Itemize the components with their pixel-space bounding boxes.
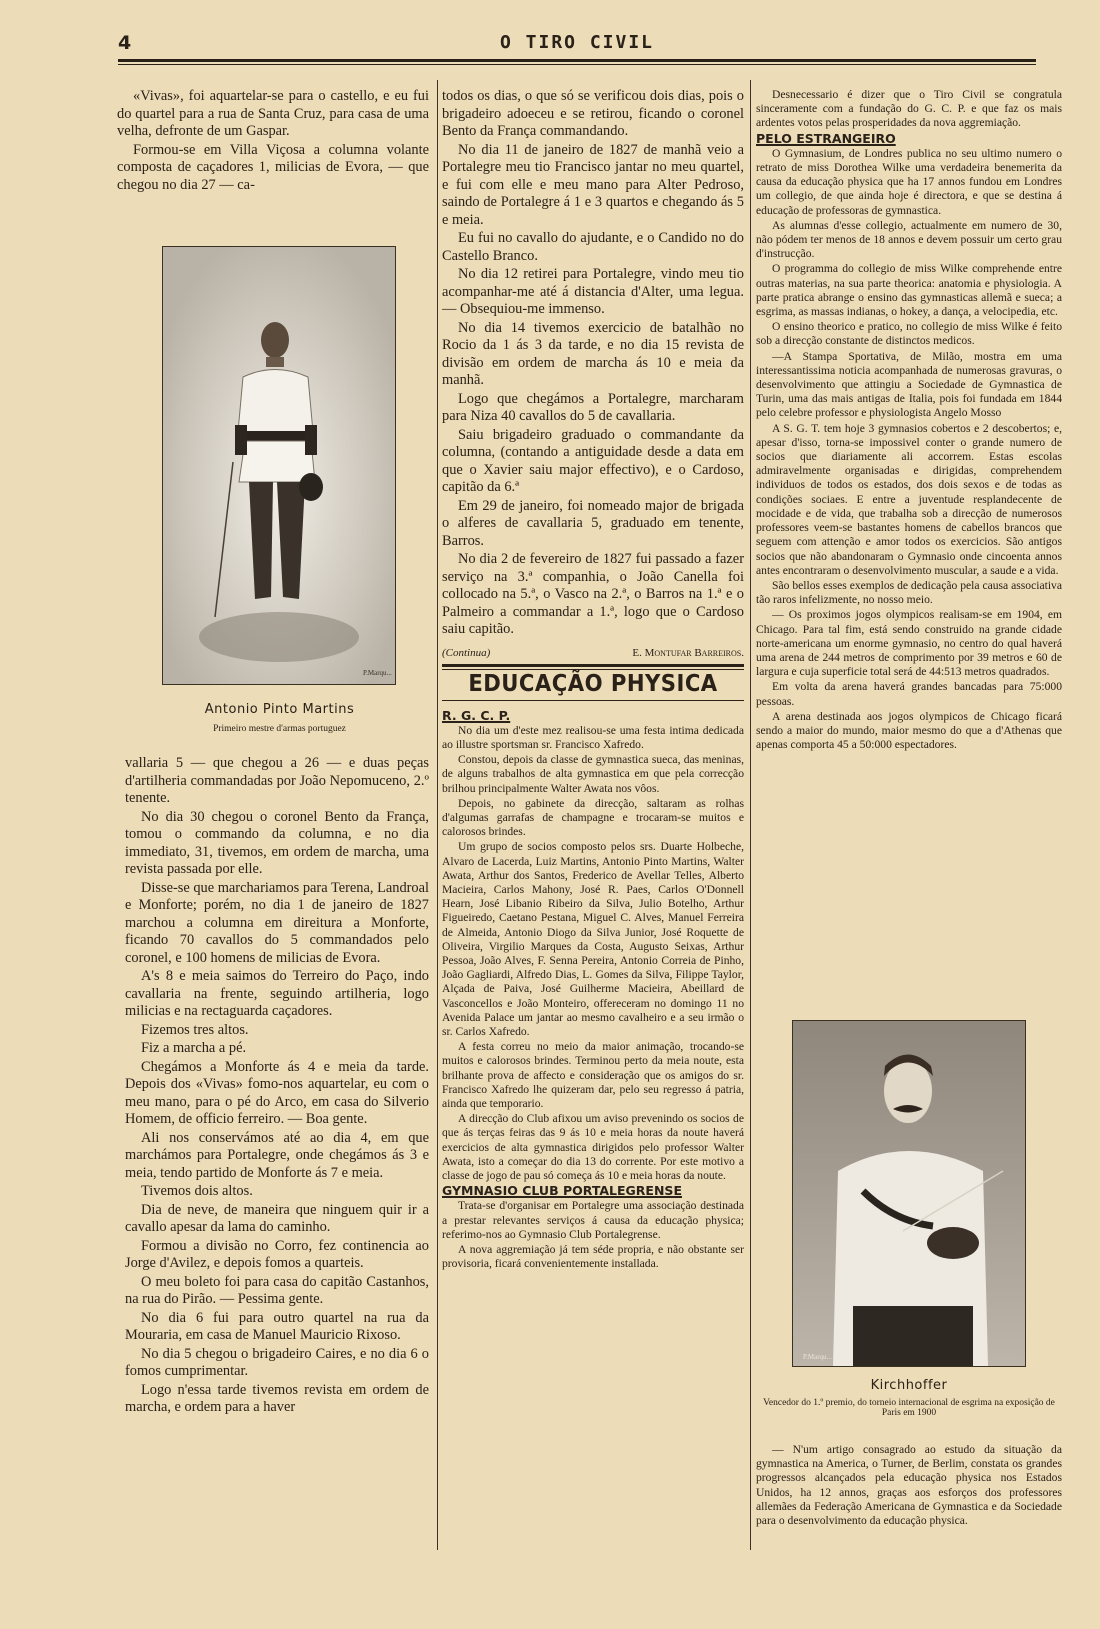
paragraph: No dia 12 retirei para Portalegre, vindo meu tio acompanhar-me até á distancia d'Alter, uma legua. — Obsequiou-me immenso.: [442, 266, 744, 317]
photo-caption-name: Antonio Pinto Martins: [204, 702, 355, 717]
paragraph: São bellos esses exemplos de dedicação pela causa associativa tão raros infelizmente, no nosso meio.: [756, 578, 1062, 607]
paragraph: vallaria 5 — que chegou a 26 — e duas peças d'artilheria commandadas por João Nepomuceno, 2.º tenente.: [125, 755, 429, 806]
paragraph: O meu boleto foi para casa do capitão Castanhos, na rua do Pirão. — Pessima gente.: [125, 1273, 429, 1307]
col2-body: [442, 88, 744, 1272]
paragraph: Fizemos tres altos.: [141, 1021, 249, 1038]
col3-bottom: [756, 1443, 1062, 1529]
paragraph: Logo que chegámos a Portalegre, marcharam para Niza 40 cavallos do 5 de cavallaria.: [442, 390, 744, 424]
paragraph: A festa correu no meio da maior animação, trocando-se muitos e calorosos brindes. Terminou perto da meia noute, esta brilhante prova de affecto e consideração que os amigos do sr. Francisco Xafredo lhe quizeram dar, pelo seu regresso á patria, ainda que temporario.: [442, 1040, 744, 1110]
header-rule-thin: [118, 64, 1036, 65]
paragraph: Desnecessario é dizer que o Tiro Civil se congratula sinceramente com a fundação do G. C. P. e que faz os mais ardentes votos pelas prosperidades da nova aggremiação.: [756, 88, 1062, 130]
paragraph: No dia 30 chegou o coronel Bento da França, tomou o commando da columna, e no dia immediato, 31, tivemos, em ordem de marcha, uma revista passada por elle.: [125, 808, 429, 877]
photo-signature: P.Marqu...: [803, 1353, 832, 1361]
paragraph: O ensino theorico e pratico, no collegio de miss Wilke é feito sob a direcção constante de distinctos medicos.: [756, 320, 1062, 348]
paragraph: Em 29 de janeiro, foi nomeado major de brigada o alferes de cavallaria 5, graduado em tenente, Barros.: [442, 497, 744, 549]
paragraph: A direcção do Club afixou um aviso prevenindo os socios de que ás terças feiras das 9 ás 10 e meia horas da noute haverá exercicios de alta gymnastica dirigidos pelo professor Walter Awata, isto a começar do dia 13 do corrente. Por este motivo a classe de jogo de pau só começa ás 10 e meia horas da noute.: [442, 1112, 744, 1182]
paragraph: — Os proximos jogos olympicos realisam-se em 1904, em Chicago. Para tal fim, está sendo construido na grande cidade norte-americana um enorme gymnasio, no centro do qual haverá uma arena de 244 metros de comprimento por 39 metros e 60 de largura e cuja superficie total será de 44:513 metros quadrados.: [756, 608, 1062, 679]
page-number: 4: [118, 32, 132, 54]
paragraph: Trata-se d'organisar em Portalegre uma associação destinada a prestar relevantes serviços á causa da educação physica; referimo-nos ao Gymnasio Club Portalegrense.: [442, 1199, 744, 1241]
col1-body: [125, 755, 429, 1418]
section-rule: [442, 664, 744, 670]
paragraph: Formou-se em Villa Viçosa a columna volante composta de caçadores 1, milicias de Evora, — que chegou no dia 27 — ca-: [117, 141, 429, 193]
col1-top-text: [117, 88, 429, 195]
paragraph: No dia 5 chegou o brigadeiro Caires, e no dia 6 o fomos cumprimentar.: [125, 1345, 429, 1379]
paragraph: Em volta da arena haverá grandes bancadas para 75:000 pessoas.: [756, 680, 1062, 708]
portrait-kirchhoffer: [792, 1020, 1026, 1367]
column-divider-1: [437, 80, 438, 1550]
paragraph: —A Stampa Sportativa, de Milão, mostra em uma interessantissima noticia acompanhada de numerosas gravuras, o desenvolvimento que attingiu a Sociedade de Gymnastica de Turin, uma das mais antigas de Italia, pois foi fundada em 1844 pelo celebre professor e physiologista Angelo Mosso: [756, 349, 1062, 420]
photo-signature: P.Marqu...: [363, 669, 392, 677]
paragraph: Um grupo de socios composto pelos srs. Duarte Holbeche, Alvaro de Lacerda, Luiz Martins, Antonio Pinto Martins, Walter Awata, Arthur dos Santos, Frederico de Avellar Telles, Alberto Macieira, Carlos Mahony, José R. Paes, Carlos O'Donnell Hearn, José Libanio Ribeiro da Silva, Julio Botelho, Arthur Figueiredo, Caetano Pestana, Miguel C. Alves, Manuel Ferreira de Almeida, Antonio Diogo da Silva Junior, José Roquette de Oliveira, Virgilio Marques da Costa, Augusto Seixas, Arthur Pessoa, João Alves, F. Senna Pereira, Antonio Correia de Pinho, João Gagliardi, Alfredo Dias, L. Gomes da Silva, Filippe Taylor, Alçada de Paiva, José Guilherme Macieira, Abeillard de Vasconcellos e João Monteiro, offereceram no domingo 11 no Avenida Palace um jantar ao mesmo cavalheiro e a seu irmão o sr. Carlos Xafredo.: [442, 840, 744, 1038]
paragraph: No dia um d'este mez realisou-se uma festa intima dedicada ao illustre sportsman sr. Francisco Xafredo.: [442, 723, 744, 751]
paragraph: O programma do collegio de miss Wilke comprehende entre outras materias, na sua parte theorica: anatomia e physiologia. A parte pratica abrange o ensino das gymnasticas allemã e sueca; a esgrima, as massas indianas, o hokey, a dança, a velocipedia, etc.: [756, 262, 1062, 319]
subheading-estrangeiro: PELO ESTRANGEIRO: [756, 130, 896, 146]
paragraph: Ali nos conservámos até ao dia 4, em que marchámos para Portalegre, onde chegámos ás 3 e meia, tendo partido de Monforte ás 7 e meia.: [125, 1129, 429, 1181]
col3-body: [756, 88, 1062, 753]
paragraph: No dia 14 tivemos exercicio de batalhão no Rocio da 1 ás 3 da tarde, e no dia 15 revista de divisão em ordem de marcha ás 10 e meia da manhã.: [442, 319, 744, 388]
paragraph: No dia 11 de janeiro de 1827 de manhã veio a Portalegre meu tio Francisco jantar no meu quartel, e fui com elle e meu mano para Alter Pedroso, saindo de Portalegre á 1 e 3 quartos e chegando ás 5 e meia.: [442, 141, 744, 228]
paragraph: Dia de neve, de maneira que ninguem quir ir a cavallo apesar da lama do caminho.: [125, 1201, 429, 1235]
paragraph: O Gymnasium, de Londres publica no seu ultimo numero o retrato de miss Dorothea Wilke uma verdadeira benemerita da causa da educação physica que ha 17 annos fundou em Londres um collegio, de que ainda hoje é directora, e que se destina á educação de professoras de gymnastica.: [756, 146, 1062, 217]
page-header: [118, 32, 1036, 72]
paragraph: — N'um artigo consagrado ao estudo da situação da gymnastica na America, o Turner, de Berlim, constata os grandes progressos alcançados pela educação physica nos Estados Unidos, ha 12 annos, graças aos esforços dos professores allemães da Federação Americana de Gymnastica e da Sociedade para o desenvolvimento da educação physica.: [756, 1443, 1062, 1528]
author-name: E. Montufar Barreiros.: [632, 646, 744, 659]
paragraph: A nova aggremiação já tem séde propria, e não obstante ser provisoria, ficará convenientemente installada.: [442, 1243, 744, 1271]
section-title: EDUCAÇÃO PHYSICA: [468, 671, 718, 697]
paragraph: A arena destinada aos jogos olympicos de Chicago ficará sendo a maior do mundo, maior mesmo do que a d'Athenas que apenas comporta 45 a 50:000 espectadores.: [756, 709, 1062, 752]
paragraph: As alumnas d'esse collegio, actualmente em numero de 30, não pódem ter menos de 18 annos e devem possuir um certo grau d'instrucção.: [756, 218, 1062, 261]
photo-caption-subtitle: Vencedor do 1.º premio, do torneio internacional de esgrima na exposição de Paris em 1900: [763, 1398, 1055, 1418]
section-rule-thin: [442, 700, 744, 701]
article-signature: [442, 645, 744, 663]
paragraph: Depois, no gabinete da direcção, saltaram as rolhas d'algumas garrafas de champagne e trocaram-se muitos e calorosos brindes.: [442, 796, 744, 839]
paragraph: A's 8 e meia saimos do Terreiro do Paço, indo cavallaria na frente, seguindo artilheria, logo milicias e na rectaguarda caçadores.: [125, 968, 429, 1019]
portrait-antonio-pinto-martins: [162, 246, 396, 685]
paragraph: A S. G. T. tem hoje 3 gymnasios cobertos e 2 descobertos; e, apesar d'isso, torna-se impossivel conter o grande numero de socios que diariamente ali accorrem. Estas escolas admiravelmente organisadas e dirigidas, comprehendem individuos de todos os estados, dos dois sexos e de todas as condições sociaes. E entre a juventude resplandecente de mocidade e de vida, que trabalha sob a direcção de numerosos professores veem-se bastantes homens de cabellos brancos que seguem com attenção e amor todos os exercicios. São antigos socios que não abandonaram o Gymnasio onde cincoenta annos antes encontraram o desenvolvimento muscular, a saude e a vida.: [756, 421, 1062, 577]
paragraph: «Vivas», foi aquartelar-se para o castello, e eu fui do quartel para a rua de Santa Cruz, para casa de uma velha, defronte de um Gaspar.: [117, 88, 429, 139]
paragraph: Disse-se que marchariamos para Terena, Landroal e Monforte; porém, no dia 1 de janeiro de 1827 marchou a columna em direitura a Monforte, ficando 70 cavallos do 5 commandados pelo coronel, e 100 homens de milicias de Evora.: [125, 879, 430, 966]
subheading-rgcp: R. G. C. P.: [442, 707, 511, 723]
paragraph: Formou a divisão no Corro, fez continencia ao Jorge d'Avilez, e depois fomos a quarteis.: [125, 1237, 429, 1271]
continua-note: (Continua): [442, 646, 491, 659]
paragraph: Tivemos dois altos.: [141, 1183, 253, 1199]
paragraph: No dia 6 fui para outro quartel na rua da Mouraria, em casa de Manuel Mauricio Rixoso.: [125, 1309, 429, 1343]
paragraph: Saiu brigadeiro graduado o commandante da columna, (contando a antiguidade desde a data em que o Xavier saiu major effectivo), e o Cardoso, capitão da 6.ª: [442, 426, 744, 495]
paragraph: Constou, depois da classe de gymnastica sueca, das meninas, de alguns trabalhos de alta gymnastica em que pela correcção brilhou principalmente Walter Awata nos vôos.: [442, 753, 744, 795]
fencer-illustration: [163, 247, 395, 684]
photo-caption-name: Kirchhoffer: [870, 1378, 948, 1393]
paragraph: Eu fui no cavallo do ajudante, e o Candido no do Castello Branco.: [442, 230, 744, 264]
header-rule: [118, 59, 1036, 62]
paragraph: No dia 2 de fevereiro de 1827 fui passado a fazer serviço na 3.ª companhia, o João Canella foi collocado na 5.ª, o Vasco na 2.ª, o Barros na 1.ª e o Palmeiro a commandar a 1.ª, logo que o Cardoso saiu capitão.: [442, 551, 744, 637]
subheading-gcp: GYMNASIO CLUB PORTALEGRENSE: [442, 1183, 682, 1199]
paragraph: todos os dias, o que só se verificou dois dias, pois o brigadeiro adoeceu e se retirou, ficando o coronel Bento da França commandando.: [442, 88, 744, 139]
paragraph: Chegámos a Monforte ás 4 e meia da tarde. Depois dos «Vivas» fomo-nos aquartelar, eu com o meu mano, para o pé do Arco, em casa do Silverio Homem, de officio ferreiro. — Boa gente.: [125, 1058, 429, 1127]
photo-caption-subtitle: Primeiro mestre d'armas portuguez: [213, 724, 346, 734]
fencer-illustration: [793, 1021, 1025, 1366]
paragraph: Logo n'essa tarde tivemos revista em ordem de marcha, e ordem para a haver: [125, 1381, 429, 1415]
masthead: O TIRO CIVIL: [499, 32, 655, 53]
column-divider-2: [750, 80, 751, 1550]
paragraph: Fiz a marcha a pé.: [141, 1040, 247, 1056]
